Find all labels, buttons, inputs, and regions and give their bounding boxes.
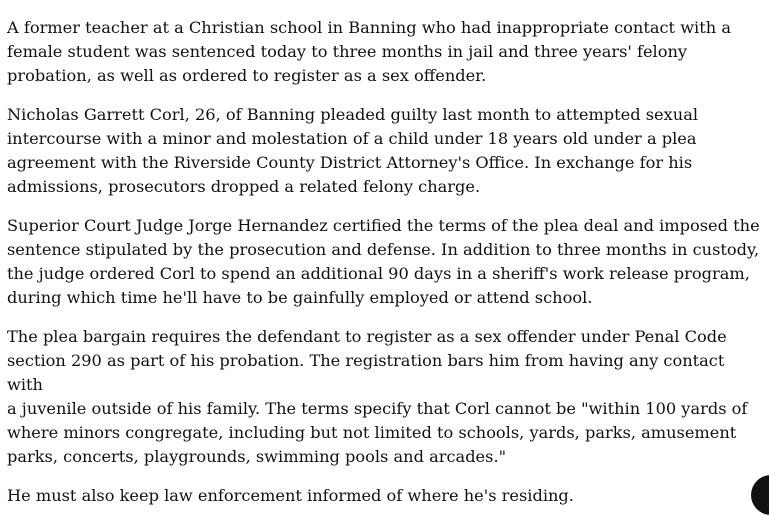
article-paragraph: Superior Court Judge Jorge Hernandez certified the terms of the plea deal and imposed the sentence stipulated by the prosecution and defense. In addition to three months in custody, the judge ordered Corl to spend an additional 90 days in a sheriff's work release program, during which time he'll have to be gainfully employed or attend school. [7,216,760,307]
article-paragraph: He must also keep law enforcement informed of where he's residing. [7,486,574,505]
article-body [7,16,765,523]
article-paragraph: Nicholas Garrett Corl, 26, of Banning pleaded guilty last month to attempted sexual intercourse with a minor and molestation of a child under 18 years old under a plea agreement with the Riverside County District Attorney's Office. In exchange for his admissions, prosecutors dropped a related felony charge. [7,105,699,196]
article-paragraph: A former teacher at a Christian school in Banning who had inappropriate contact with a female student was sentenced today to three months in jail and three years' felony probation, as well as ordered to register as a sex offender. [7,18,731,85]
article-paragraph: The plea bargain requires the defendant to register as a sex offender under Penal Code section 290 as part of his probation. The registration bars him from having any contact with a juvenile outside of his family. The terms specify that Corl cannot be "within 100 yards of where minors congregate, including but not limited to schools, yards, parks, amusement parks, concerts, playgrounds, swimming pools and arcades." [7,327,748,466]
